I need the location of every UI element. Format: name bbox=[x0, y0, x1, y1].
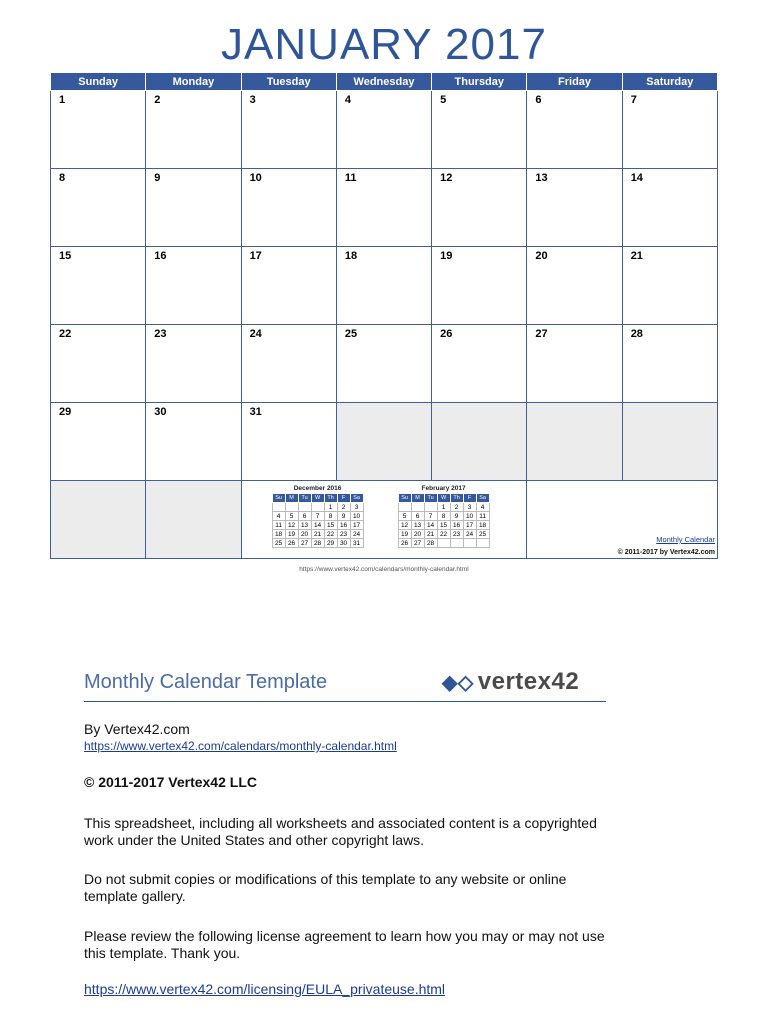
mini-day: 23 bbox=[450, 530, 463, 539]
day-cell bbox=[527, 325, 622, 403]
mini-day: 16 bbox=[337, 521, 350, 530]
vertex42-logo bbox=[442, 668, 579, 696]
day-cell bbox=[146, 247, 241, 325]
day-number: 4 bbox=[344, 94, 351, 106]
mini-day-header: F bbox=[463, 494, 476, 503]
mini-day: 5 bbox=[285, 512, 298, 521]
mini-day: 25 bbox=[272, 539, 285, 548]
mini-day: 21 bbox=[424, 530, 437, 539]
day-cell bbox=[51, 169, 146, 247]
day-cell bbox=[622, 247, 717, 325]
mini-day: 12 bbox=[285, 521, 298, 530]
mini-day: 1 bbox=[324, 503, 337, 512]
day-cell bbox=[432, 247, 527, 325]
day-cell bbox=[51, 403, 146, 481]
day-cell bbox=[51, 247, 146, 325]
day-cell bbox=[146, 403, 241, 481]
day-number: 21 bbox=[630, 250, 643, 262]
mini-day: 23 bbox=[337, 530, 350, 539]
mini-day-header: W bbox=[311, 494, 324, 503]
footer-copyright: © 2011-2017 by Vertex42.com bbox=[617, 549, 715, 556]
month-calendar-grid bbox=[50, 72, 718, 559]
day-number: 22 bbox=[59, 328, 72, 340]
day-number: 28 bbox=[630, 328, 643, 340]
day-number: 19 bbox=[440, 250, 453, 262]
mini-day bbox=[298, 503, 311, 512]
mini-day-header: M bbox=[411, 494, 424, 503]
week-row bbox=[51, 91, 718, 169]
mini-day: 10 bbox=[350, 512, 363, 521]
mini-day bbox=[476, 539, 489, 548]
mini-day: 28 bbox=[311, 539, 324, 548]
mini-day: 24 bbox=[350, 530, 363, 539]
empty-cell bbox=[146, 481, 241, 559]
day-number: 18 bbox=[344, 250, 358, 262]
mini-calendars-cell bbox=[241, 481, 527, 559]
mini-day: 8 bbox=[437, 512, 450, 521]
day-number: 15 bbox=[59, 250, 72, 262]
day-cell bbox=[51, 91, 146, 169]
day-cell bbox=[146, 169, 241, 247]
day-cell bbox=[336, 91, 431, 169]
day-number: 9 bbox=[154, 172, 161, 184]
day-number: 17 bbox=[249, 250, 262, 262]
mini-day: 10 bbox=[463, 512, 476, 521]
day-number: 12 bbox=[440, 172, 453, 184]
day-cell bbox=[241, 169, 336, 247]
empty-cell bbox=[527, 403, 622, 481]
day-number: 23 bbox=[154, 328, 167, 340]
mini-day: 14 bbox=[311, 521, 324, 530]
day-cell bbox=[432, 325, 527, 403]
day-number: 24 bbox=[249, 328, 262, 340]
mini-day: 26 bbox=[398, 539, 411, 548]
mini-day: 18 bbox=[272, 530, 285, 539]
mini-day-header: M bbox=[285, 494, 298, 503]
week-row bbox=[51, 403, 718, 481]
mini-day: 16 bbox=[450, 521, 463, 530]
info-heading: Monthly Calendar Template bbox=[84, 671, 328, 693]
mini-day: 19 bbox=[398, 530, 411, 539]
mini-day: 3 bbox=[463, 503, 476, 512]
mini-day: 9 bbox=[337, 512, 350, 521]
day-number: 8 bbox=[59, 172, 66, 184]
day-cell bbox=[336, 325, 431, 403]
mini-day: 15 bbox=[437, 521, 450, 530]
mini-day: 9 bbox=[450, 512, 463, 521]
weekday-header: Sunday bbox=[51, 73, 146, 91]
mini-day: 27 bbox=[411, 539, 424, 548]
mini-day: 17 bbox=[350, 521, 363, 530]
day-number: 31 bbox=[249, 406, 262, 418]
day-cell bbox=[527, 91, 622, 169]
mini-calendar-prev bbox=[272, 485, 364, 548]
mini-day: 2 bbox=[450, 503, 463, 512]
mini-calendar-next bbox=[398, 485, 490, 548]
mini-day-header: Sa bbox=[476, 494, 489, 503]
day-number: 27 bbox=[535, 328, 548, 340]
mini-day bbox=[437, 539, 450, 548]
mini-day: 31 bbox=[350, 539, 363, 548]
day-cell bbox=[241, 325, 336, 403]
day-cell bbox=[146, 91, 241, 169]
footer-row bbox=[51, 481, 718, 559]
day-cell bbox=[622, 91, 717, 169]
mini-day: 30 bbox=[337, 539, 350, 548]
mini-day bbox=[463, 539, 476, 548]
weekday-header: Thursday bbox=[432, 73, 527, 91]
mini-day: 22 bbox=[437, 530, 450, 539]
mini-day: 18 bbox=[476, 521, 489, 530]
mini-day: 5 bbox=[398, 512, 411, 521]
mini-day: 11 bbox=[476, 512, 489, 521]
empty-cell bbox=[432, 403, 527, 481]
mini-day: 21 bbox=[311, 530, 324, 539]
mini-day: 6 bbox=[298, 512, 311, 521]
mini-day: 4 bbox=[476, 503, 489, 512]
day-number: 3 bbox=[249, 94, 256, 106]
day-cell bbox=[51, 325, 146, 403]
weekday-header: Friday bbox=[527, 73, 622, 91]
weekday-header: Tuesday bbox=[241, 73, 336, 91]
vertex42-logo-icon: ◆◇ bbox=[442, 672, 474, 694]
weekday-header-row bbox=[51, 73, 718, 91]
mini-day: 13 bbox=[411, 521, 424, 530]
day-cell bbox=[527, 169, 622, 247]
mini-day: 29 bbox=[324, 539, 337, 548]
mini-day-header: Tu bbox=[298, 494, 311, 503]
mini-day: 20 bbox=[298, 530, 311, 539]
mini-day: 13 bbox=[298, 521, 311, 530]
day-number: 10 bbox=[249, 172, 262, 184]
mini-day: 7 bbox=[424, 512, 437, 521]
day-number: 16 bbox=[154, 250, 167, 262]
page-url-text: https://www.vertex42.com/calendars/monthly-calendar.html bbox=[299, 566, 469, 573]
mini-day: 7 bbox=[311, 512, 324, 521]
mini-day: 19 bbox=[285, 530, 298, 539]
mini-day-header: W bbox=[437, 494, 450, 503]
copyright-heading: © 2011-2017 Vertex42 LLC bbox=[84, 774, 257, 790]
day-number: 26 bbox=[440, 328, 453, 340]
day-number: 7 bbox=[630, 94, 637, 106]
mini-day: 6 bbox=[411, 512, 424, 521]
calendar-title: JANUARY 2017 bbox=[221, 20, 547, 69]
mini-day-header: Su bbox=[272, 494, 285, 503]
logo-text: vertex42 bbox=[477, 668, 580, 695]
mini-day: 27 bbox=[298, 539, 311, 548]
day-number: 2 bbox=[154, 94, 161, 106]
mini-day bbox=[272, 503, 285, 512]
mini-calendar-title: February 2017 bbox=[421, 485, 466, 492]
template-url-link[interactable]: https://www.vertex42.com/calendars/monthly-calendar.html bbox=[84, 739, 397, 753]
mini-day bbox=[285, 503, 298, 512]
mini-day: 2 bbox=[337, 503, 350, 512]
mini-day bbox=[411, 503, 424, 512]
mini-day-header: Sa bbox=[350, 494, 363, 503]
mini-day: 8 bbox=[324, 512, 337, 521]
day-cell bbox=[432, 91, 527, 169]
license-paragraph: Please review the following license agreement to learn how you may or may not use this template. Thank you. bbox=[84, 928, 605, 961]
day-cell bbox=[622, 169, 717, 247]
license-url-link[interactable]: https://www.vertex42.com/licensing/EULA_privateuse.html bbox=[84, 981, 446, 997]
weekday-header: Saturday bbox=[622, 73, 717, 91]
mini-day-header: Tu bbox=[424, 494, 437, 503]
mini-day bbox=[398, 503, 411, 512]
day-cell bbox=[432, 169, 527, 247]
by-line: By Vertex42.com bbox=[84, 721, 190, 737]
day-cell bbox=[241, 247, 336, 325]
heading-divider bbox=[84, 701, 606, 702]
mini-day: 25 bbox=[476, 530, 489, 539]
mini-day: 3 bbox=[350, 503, 363, 512]
mini-day: 22 bbox=[324, 530, 337, 539]
week-row bbox=[51, 325, 718, 403]
mini-day-header: Th bbox=[450, 494, 463, 503]
day-number: 14 bbox=[630, 172, 643, 184]
footer-credit-cell bbox=[527, 481, 718, 559]
mini-day: 12 bbox=[398, 521, 411, 530]
day-number: 29 bbox=[59, 406, 72, 418]
mini-day bbox=[311, 503, 324, 512]
mini-day: 14 bbox=[424, 521, 437, 530]
day-cell bbox=[146, 325, 241, 403]
day-cell bbox=[241, 91, 336, 169]
week-row bbox=[51, 247, 718, 325]
mini-day: 24 bbox=[463, 530, 476, 539]
day-cell bbox=[336, 247, 431, 325]
day-number: 6 bbox=[535, 94, 542, 106]
day-number: 25 bbox=[344, 328, 358, 340]
mini-calendar-title: December 2016 bbox=[293, 485, 342, 492]
day-number: 1 bbox=[59, 94, 66, 106]
day-cell bbox=[241, 403, 336, 481]
day-number: 5 bbox=[440, 94, 447, 106]
day-cell bbox=[622, 325, 717, 403]
weekday-header: Wednesday bbox=[336, 73, 431, 91]
mini-day bbox=[424, 503, 437, 512]
mini-day: 11 bbox=[272, 521, 285, 530]
monthly-calendar-link[interactable]: Monthly Calendar bbox=[656, 535, 715, 544]
day-cell bbox=[336, 169, 431, 247]
submission-paragraph: Do not submit copies or modifications of this template to any website or online template gallery. bbox=[84, 871, 567, 904]
day-number: 30 bbox=[154, 406, 167, 418]
empty-cell bbox=[622, 403, 717, 481]
day-cell bbox=[527, 247, 622, 325]
day-number: 20 bbox=[535, 250, 548, 262]
mini-day: 15 bbox=[324, 521, 337, 530]
weekday-header: Monday bbox=[146, 73, 241, 91]
day-number: 13 bbox=[535, 172, 548, 184]
mini-day: 1 bbox=[437, 503, 450, 512]
mini-day bbox=[450, 539, 463, 548]
mini-day: 20 bbox=[411, 530, 424, 539]
empty-cell bbox=[336, 403, 431, 481]
mini-day-header: Su bbox=[398, 494, 411, 503]
mini-day: 4 bbox=[272, 512, 285, 521]
empty-cell bbox=[51, 481, 146, 559]
mini-day: 26 bbox=[285, 539, 298, 548]
copyright-paragraph: This spreadsheet, including all worksheets and associated content is a copyrighted work under the United States and other copyright laws. bbox=[84, 815, 597, 848]
mini-day: 28 bbox=[424, 539, 437, 548]
mini-day-header: F bbox=[337, 494, 350, 503]
mini-day-header: Th bbox=[324, 494, 337, 503]
day-number: 11 bbox=[344, 172, 357, 184]
mini-day: 17 bbox=[463, 521, 476, 530]
week-row bbox=[51, 169, 718, 247]
